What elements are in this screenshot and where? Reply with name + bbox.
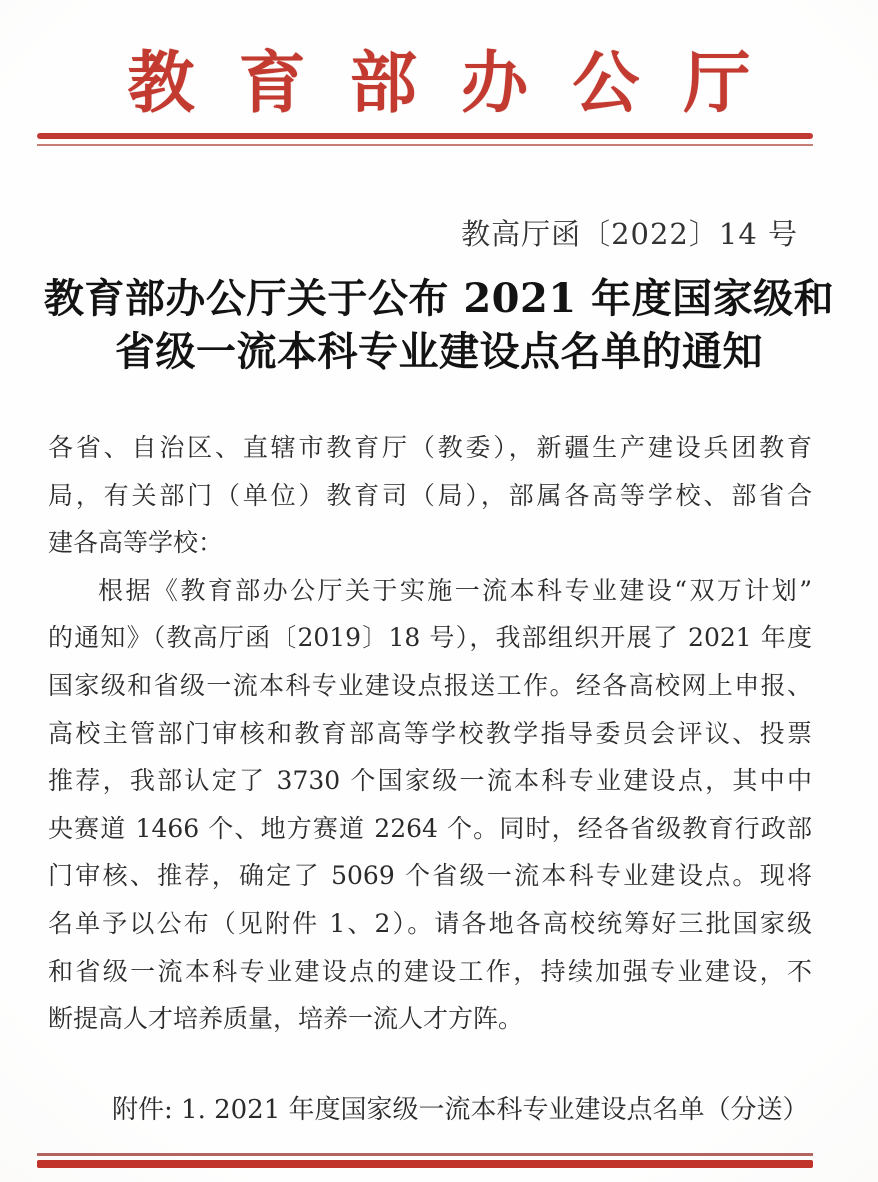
body-line: 根据《教育部办公厅关于实施一流本科专业建设“双万计划” <box>98 575 812 605</box>
document-title-line2: 省级一流本科专业建设点名单的通知 <box>115 328 763 375</box>
body-line: 央赛道 1466 个、地方赛道 2264 个。同时，经各省级教育行政部 <box>48 813 812 843</box>
attachment-line: 附件: 1. 2021 年度国家级一流本科专业建设点名单（分送） <box>112 1095 809 1125</box>
document-body <box>48 424 812 1043</box>
body-line: 门审核、推荐，确定了 5069 个省级一流本科专业建设点。现将 <box>48 861 812 891</box>
body-line: 推荐，我部认定了 3730 个国家级一流本科专业建设点，其中中 <box>48 766 812 796</box>
body-line: 国家级和省级一流本科专业建设点报送工作。经各高校网上申报、 <box>48 670 812 700</box>
body-line: 名单予以公布（见附件 1、2）。请各地各高校统筹好三批国家级 <box>48 908 812 938</box>
letterhead-rule-thick <box>37 133 813 139</box>
letterhead-agency-title: 教育部办公厅 <box>127 43 795 122</box>
salutation-line: 建各高等学校： <box>48 528 224 558</box>
salutation-line: 局，有关部门（单位）教育司（局），部属各高等学校、部省合 <box>48 480 812 510</box>
footer-rule-thick <box>37 1160 813 1168</box>
letterhead <box>0 30 878 126</box>
letterhead-rule-thin <box>37 144 813 146</box>
salutation-line: 各省、自治区、直辖市教育厅（教委），新疆生产建设兵团教育 <box>48 433 812 462</box>
footer-rule-thin <box>37 1153 813 1156</box>
body-line: 断提高人才培养质量，培养一流人才方阵。 <box>48 1004 524 1034</box>
body-line: 高校主管部门审核和教育部高等学校教学指导委员会评议、投票 <box>48 718 812 748</box>
document-number: 教高厅函〔2022〕14 号 <box>461 217 798 251</box>
body-line: 的通知》（教高厅函〔2019〕18 号），我部组织开展了 2021 年度 <box>48 623 812 653</box>
document-title <box>30 272 848 378</box>
body-line: 和省级一流本科专业建设点的建设工作，持续加强专业建设，不 <box>48 956 812 986</box>
document-title-line1: 教育部办公厅关于公布 2021 年度国家级和 <box>43 275 835 322</box>
